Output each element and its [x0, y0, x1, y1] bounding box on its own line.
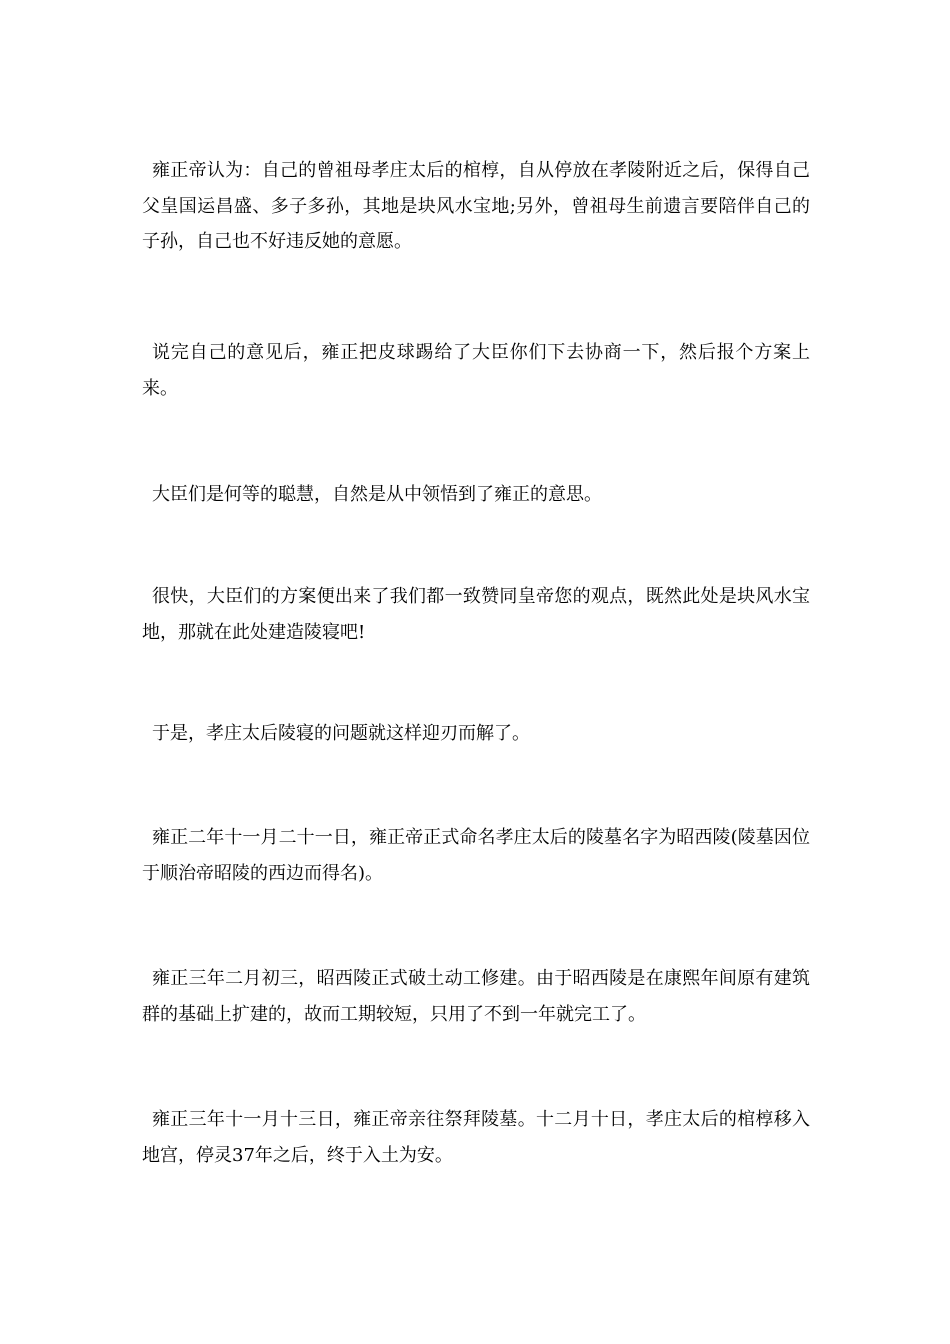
paragraph-6: 雍正二年十一月二十一日，雍正帝正式命名孝庄太后的陵墓名字为昭西陵(陵墓因位于顺治帝昭陵的西边而得名)。 — [142, 827, 810, 884]
paragraph-4: 很快，大臣们的方案便出来了我们都一致赞同皇帝您的观点，既然此处是块风水宝地，那就在此处建造陵寝吧! — [142, 586, 810, 643]
paragraph-3: 大臣们是何等的聪慧，自然是从中领悟到了雍正的意思。 — [152, 484, 602, 505]
paragraph-2: 说完自己的意见后，雍正把皮球踢给了大臣你们下去协商一下，然后报个方案上来。 — [142, 342, 810, 399]
paragraph-5: 于是，孝庄太后陵寝的问题就这样迎刃而解了。 — [152, 723, 530, 744]
paragraph-1: 雍正帝认为：自己的曾祖母孝庄太后的棺椁，自从停放在孝陵附近之后，保得自己父皇国运昌盛、多子多孙，其地是块风水宝地;另外，曾祖母生前遗言要陪伴自己的子孙，自己也不好违反她的意愿。 — [142, 160, 810, 252]
paragraph-8: 雍正三年十一月十三日，雍正帝亲往祭拜陵墓。十二月十日，孝庄太后的棺椁移入地宫，停灵37年之后，终于入土为安。 — [142, 1109, 810, 1166]
paragraph-7: 雍正三年二月初三，昭西陵正式破土动工修建。由于昭西陵是在康熙年间原有建筑群的基础上扩建的，故而工期较短，只用了不到一年就完工了。 — [142, 968, 810, 1025]
